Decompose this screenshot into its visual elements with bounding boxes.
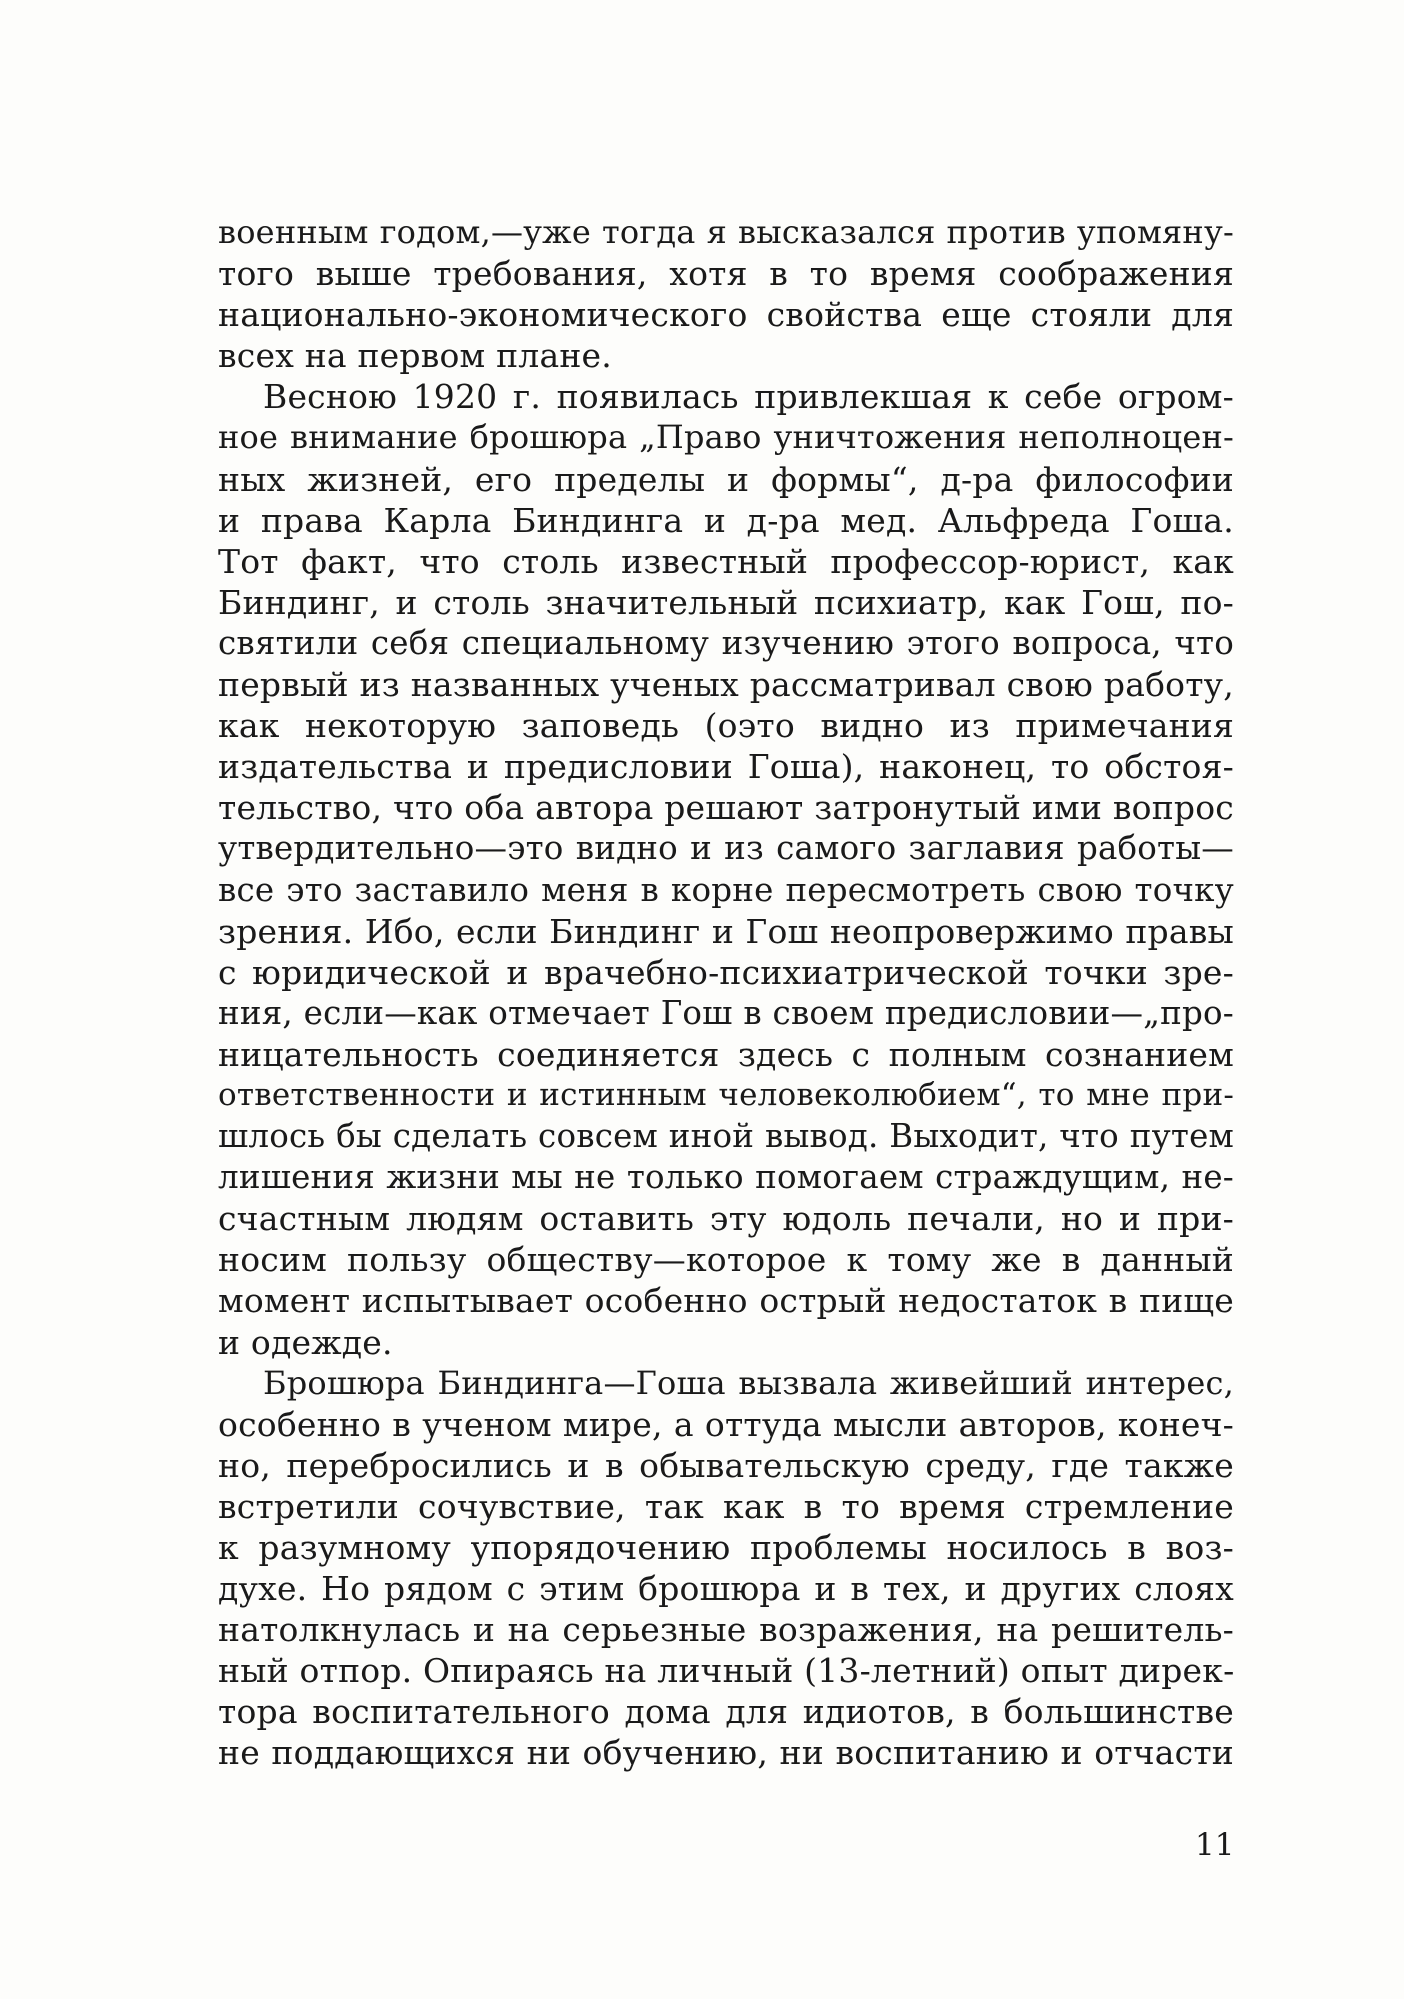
text-line: шлось бы сделать совсем иной вывод. Выходит, что путем [218,1117,1234,1156]
text-line: и одежде. [218,1322,393,1362]
paragraph [218,376,1234,1362]
text-line: Биндинг, и столь значительный психиатр, как Гош, по- [218,582,1234,622]
page-number: 11 [1195,1827,1235,1863]
text-line: как некоторую заповедь (оэто видно из примечания [218,706,1234,746]
text-line: тельство, что оба автора решают затронутый ими вопрос [218,788,1234,828]
text-line: Тот факт, что столь известный профессор-юрист, как [218,541,1234,581]
text-line: святили себя специальному изучению этого вопроса, что [218,623,1234,662]
text-line: ответственности и истинным человеколюбием“, то мне при- [218,1076,1234,1113]
text-line: но, перебросились и в обывательскую среду, где также [218,1445,1234,1485]
text-line: ницательность соединяется здесь с полным сознанием [218,1034,1234,1074]
text-line: не поддающихся ни обучению, ни воспитанию и отчасти [218,1733,1234,1773]
text-line: издательства и предисловии Гоша), наконец, то обстоя- [218,747,1234,787]
text-line: счастным людям оставить эту юдоль печали, но и при- [218,1199,1234,1239]
text-line: тора воспитательного дома для идиотов, в большинстве [218,1692,1234,1732]
text-line: к разумному упорядочению проблемы носилось в воз- [218,1528,1234,1567]
body-text [218,212,1234,1774]
text-line: утвердительно—это видно и из самого заглавия работы— [218,829,1234,868]
text-line: национально-экономического свойства еще стояли для [218,295,1234,335]
text-line: момент испытывает особенно острый недостаток в пище [218,1281,1234,1321]
text-line: всех на первом плане. [218,336,612,376]
text-line: военным годом,—уже тогда я высказался против упомяну- [218,213,1234,251]
text-line: ных жизней, его пределы и формы“, д-ра философии [218,459,1234,499]
text-line: ное внимание брошюра „Право уничтожения неполноцен- [218,418,1234,457]
text-line: ния, если—как отмечает Гош в своем предисловии—„про- [218,993,1234,1032]
text-line: лишения жизни мы не только помогаем страждущим, не- [218,1158,1234,1197]
text-line: духе. Но рядом с этим брошюра и в тех, и других слоях [218,1569,1234,1609]
paragraph [218,212,1234,376]
text-line: все это заставило меня в корне пересмотреть свою точку [218,870,1234,909]
text-line: с юридической и врачебно-психиатрической точки зре- [218,952,1234,992]
text-line: особенно в ученом мире, а оттуда мысли авторов, конеч- [218,1404,1234,1444]
text-line: Весною 1920 г. появилась привлекшая к себе огром- [263,377,1234,417]
text-line: встретили сочувствие, так как в то время стремление [218,1486,1234,1526]
text-line: первый из названных ученых рассматривал свою работу, [218,665,1234,705]
text-line: Брошюра Биндинга—Гоша вызвала живейший интерес, [263,1363,1234,1402]
text-line: того выше требования, хотя в то время соображения [218,254,1234,294]
paragraph [218,1363,1234,1774]
text-line: ный отпор. Опираясь на личный (13-летний) опыт дирек- [218,1651,1235,1691]
text-line: натолкнулась и на серьезные возражения, на решитель- [218,1610,1234,1650]
text-line: носим пользу обществу—которое к тому же в данный [218,1240,1234,1280]
text-line: и права Карла Биндинга и д-ра мед. Альфреда Гоша. [218,500,1234,540]
text-line: зрения. Ибо, если Биндинг и Гош неопровержимо правы [218,911,1234,951]
